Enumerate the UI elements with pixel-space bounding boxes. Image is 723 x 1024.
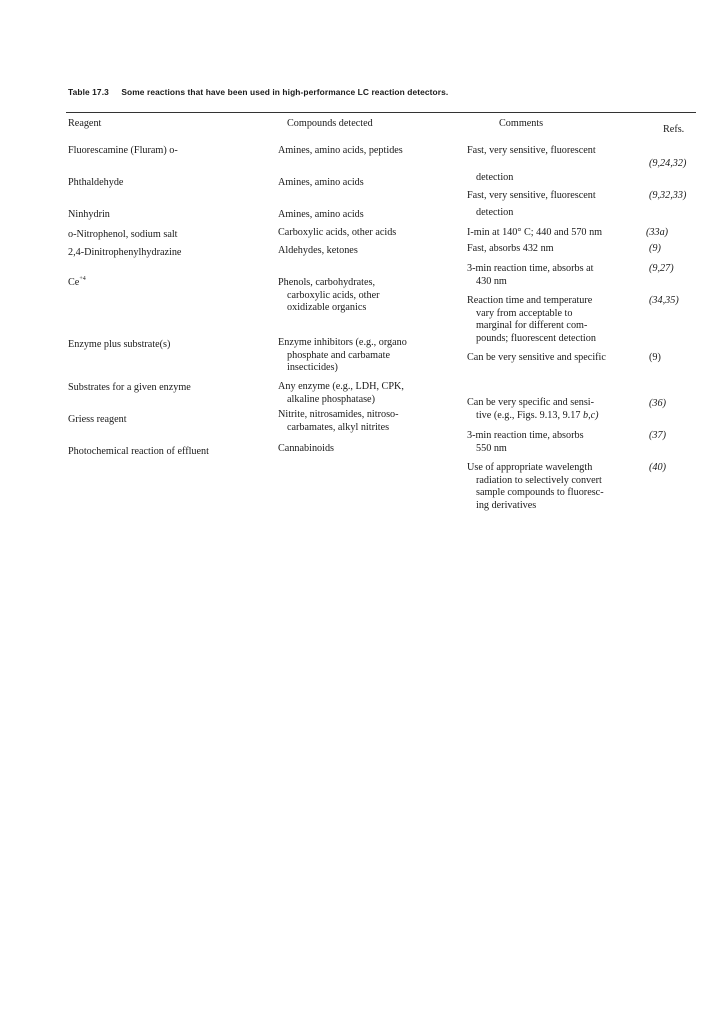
compounds-enzyme-line1: Enzyme inhibitors (e.g., organo [278,337,407,348]
header-comments: Comments [499,118,544,129]
comment-substrates [467,397,599,422]
ref-substrates: (36) [649,398,666,409]
ref-enzyme: (9) [649,352,661,363]
table-number: Table 17.3 [68,87,109,97]
ref-nitrophenol: (9) [649,243,661,254]
reagent-cerium-base: Ce [68,277,80,288]
ref-photochemical: (40) [649,462,666,473]
comment-fluorescamine-cont: detection [476,172,514,183]
compounds-dnph: Aldehydes, ketones [278,245,358,256]
comment-cerium-line4: pounds; fluorescent detection [476,332,596,344]
ref-phthaldehyde: (9,32,33) [649,190,687,201]
comment-cerium-line1: Reaction time and temperature [467,295,593,306]
table-title: Some reactions that have been used in high-performance LC reaction detectors. [121,87,449,97]
reagent-enzyme: Enzyme plus substrate(s) [68,339,171,350]
reagent-cerium [68,277,86,290]
ref-griess: (37) [649,430,666,441]
header-rule [66,112,696,113]
compounds-enzyme-line3: insecticides) [287,362,338,373]
comment-substrates-line2 [467,410,599,423]
header-refs: Refs. [663,124,685,135]
comment-photochemical [467,462,604,512]
comment-cerium-line3: marginal for different com- [476,320,588,331]
ref-fluorescamine: (9,24,32) [649,158,687,169]
ref-ninhydrin: (33a) [646,227,669,238]
comment-cerium-line2: vary from acceptable to [476,307,573,319]
comment-fluorescamine: Fast, very sensitive, fluorescent [467,145,596,156]
ref-dnph: (9,27) [649,263,674,274]
comment-nitrophenol: Fast, absorbs 432 nm [467,243,554,254]
compounds-cerium-line3: oxidizable organics [287,302,367,313]
compounds-substrates [278,381,404,406]
comment-cerium [467,295,596,345]
comment-dnph [467,263,593,288]
compounds-phthaldehyde: Amines, amino acids [278,177,364,188]
comment-photochemical-line3: sample compounds to fluoresc- [476,487,604,498]
reagent-photochemical: Photochemical reaction of effluent [68,446,209,457]
comment-phthaldehyde: Fast, very sensitive, fluorescent [467,190,596,201]
comment-dnph-line1: 3-min reaction time, absorbs at [467,263,594,274]
reagent-substrates: Substrates for a given enzyme [68,382,191,393]
header-reagent: Reagent [68,118,102,129]
compounds-enzyme [278,337,407,375]
comment-griess-line1: 3-min reaction time, absorbs [467,430,584,441]
comment-griess-line2: 550 nm [476,442,507,454]
comment-substrates-line1: Can be very specific and sensi- [467,397,595,408]
comment-photochemical-line4: ing derivatives [476,499,537,511]
reagent-ninhydrin: Ninhydrin [68,209,110,220]
compounds-substrates-line2: alkaline phosphatase) [287,393,375,405]
compounds-cerium [278,277,380,315]
compounds-photochemical: Cannabinoids [278,443,335,454]
compounds-cerium-line2: carboxylic acids, other [287,289,380,301]
compounds-griess [278,409,399,434]
header-compounds: Compounds detected [287,118,373,129]
reagent-nitrophenol: o-Nitrophenol, sodium salt [68,229,178,240]
compounds-griess-line2: carbamates, alkyl nitrites [287,421,390,433]
reagent-dnph: 2,4-Dinitrophenylhydrazine [68,247,182,258]
comment-photochemical-line1: Use of appropriate wavelength [467,462,593,473]
reagent-cerium-charge: +4 [79,276,86,282]
comment-photochemical-line2: radiation to selectively convert [476,474,602,486]
compounds-griess-line1: Nitrite, nitrosamides, nitroso- [278,409,399,420]
compounds-substrates-line1: Any enzyme (e.g., LDH, CPK, [278,381,404,392]
comment-dnph-line2: 430 nm [476,275,507,287]
comment-griess [467,430,584,455]
reagent-phthaldehyde: Phthaldehyde [68,177,124,188]
compounds-nitrophenol: Carboxylic acids, other acids [278,227,397,238]
comment-phthaldehyde-cont: detection [476,207,514,218]
compounds-fluorescamine: Amines, amino acids, peptides [278,145,403,156]
compounds-ninhydrin: Amines, amino acids [278,209,364,220]
comment-substrates-figs: tive (e.g., Figs. 9.13, 9.17 [476,409,583,421]
ref-cerium: (34,35) [649,295,679,306]
comment-ninhydrin: I-min at 140° C; 440 and 570 nm [467,227,603,238]
table-caption [68,87,448,97]
comment-substrates-figs-suffix: b,c) [582,409,599,421]
comment-enzyme: Can be very sensitive and specific [467,352,606,363]
reagent-griess: Griess reagent [68,414,127,425]
compounds-enzyme-line2: phosphate and carbamate [287,349,390,361]
compounds-cerium-line1: Phenols, carbohydrates, [278,277,376,288]
reagent-fluorescamine: Fluorescamine (Fluram) o- [68,145,178,156]
